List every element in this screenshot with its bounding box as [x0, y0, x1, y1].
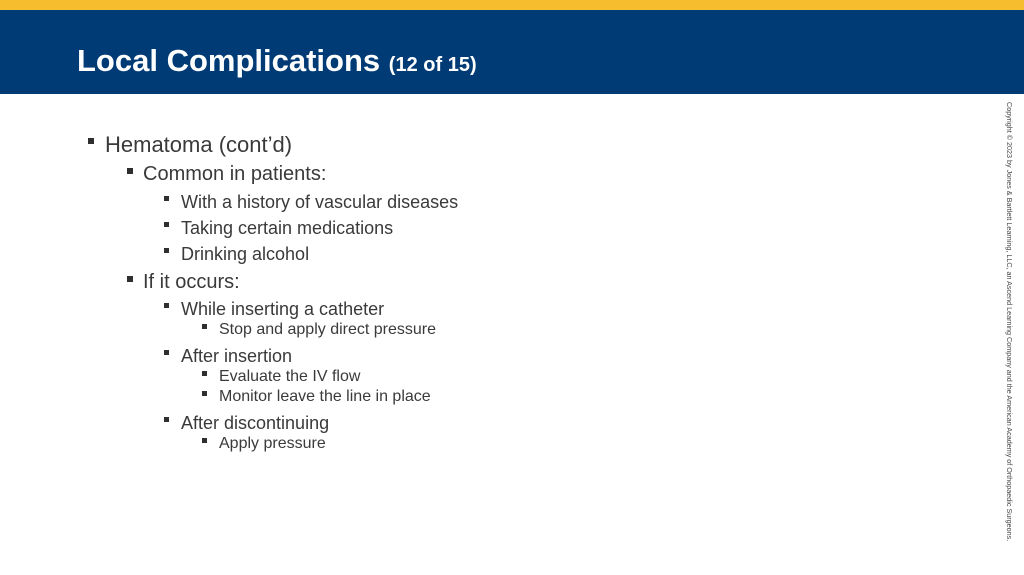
bullet-text: After discontinuing [181, 413, 330, 433]
bullet-square-icon [127, 276, 133, 282]
bullet-square-icon [164, 248, 169, 253]
bullet-square-icon [202, 391, 207, 396]
bullet-text: Monitor leave the line in place [219, 388, 431, 405]
bullet-square-icon [88, 138, 94, 144]
bullet-text: Apply pressure [219, 435, 326, 452]
bullet-square-icon [202, 438, 207, 443]
bullet-square-icon [202, 371, 207, 376]
copyright-notice: Copyright © 2023 by Jones & Bartlett Learning, LLC, an Ascend Learning Company and the American Academy of Orthopaedic Surgeons. [1005, 102, 1014, 542]
bullet-text: With a history of vascular diseases [181, 192, 459, 212]
slide-subtitle: (12 of 15) [388, 54, 477, 76]
bullet-text: Common in patients: [143, 163, 327, 185]
bullet-text: Drinking alcohol [181, 244, 310, 264]
bullet-square-icon [202, 324, 207, 329]
bullet-text: Stop and apply direct pressure [219, 321, 437, 338]
bullet-square-icon [164, 222, 169, 227]
bullet-text: After insertion [181, 346, 293, 366]
bullet-square-icon [127, 168, 133, 174]
bullet-square-icon [164, 303, 169, 308]
bullet-square-icon [164, 417, 169, 422]
bullet-square-icon [164, 350, 169, 355]
bullet-text: Hematoma (cont’d) [105, 132, 293, 157]
bullet-text: While inserting a catheter [181, 299, 385, 319]
bullet-text: If it occurs: [143, 271, 240, 293]
bullet-text: Evaluate the IV flow [219, 368, 361, 385]
slide-title-text: Local Complications [77, 43, 381, 78]
bullet-text: Taking certain medications [181, 218, 394, 238]
bullet-square-icon [164, 196, 169, 201]
